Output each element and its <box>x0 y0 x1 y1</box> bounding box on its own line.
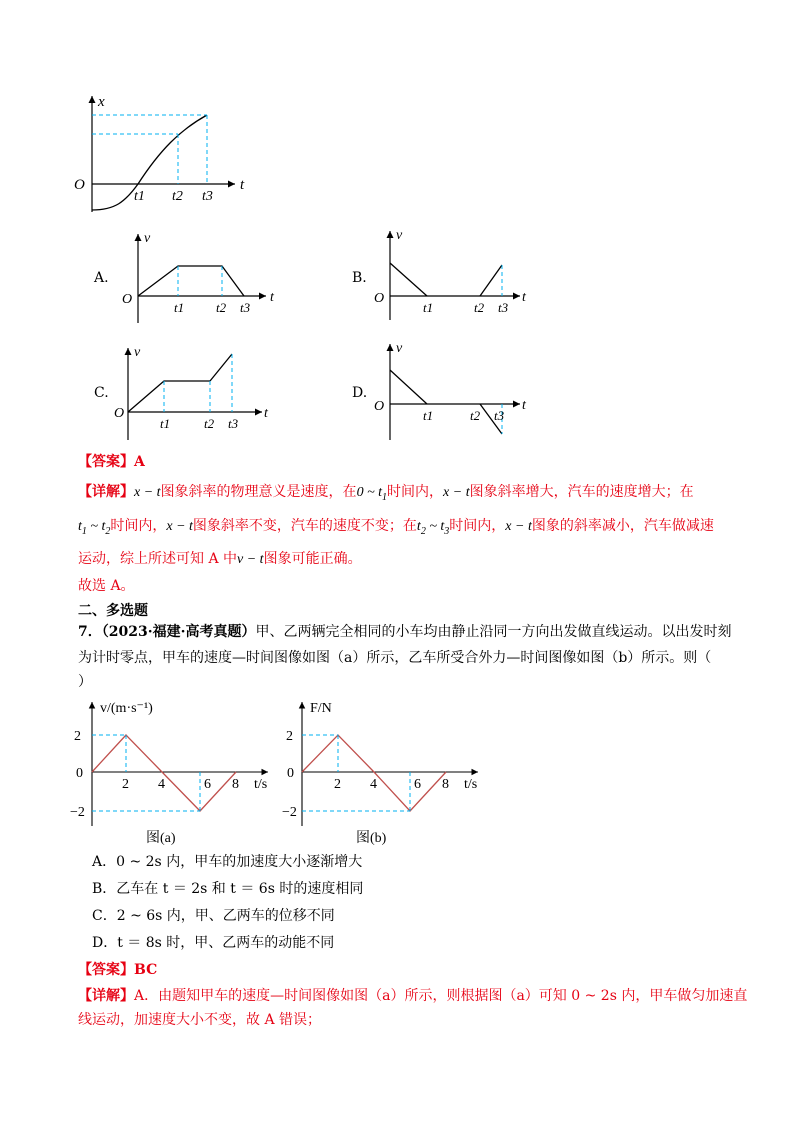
svg-text:t3: t3 <box>202 189 213 204</box>
svg-text:O: O <box>374 399 385 414</box>
q7-answer: 【答案】BC <box>78 962 158 978</box>
svg-text:0: 0 <box>76 766 83 781</box>
svg-text:v: v <box>144 231 151 246</box>
svg-text:O: O <box>122 292 133 307</box>
svg-text:F/N: F/N <box>310 701 332 716</box>
svg-text:t2: t2 <box>470 408 481 423</box>
option-c-graph <box>114 342 274 440</box>
svg-text:2: 2 <box>74 729 81 744</box>
q7-option-d[interactable]: D．t ＝ 8s 时，甲、乙两车的动能不同 <box>92 935 335 951</box>
q7-detail-line-1: 【详解】A．由题知甲车的速度—时间图像如图（a）所示，则根据图（a）可知 0 ~ 2s 内，甲车做匀加速直 <box>78 988 748 1004</box>
option-a-graph <box>118 228 278 323</box>
svg-text:t/s: t/s <box>464 777 478 792</box>
figure-a-graph <box>68 696 283 854</box>
svg-text:v/(m·s⁻¹): v/(m·s⁻¹) <box>100 701 153 716</box>
svg-text:t: t <box>270 290 274 305</box>
svg-text:t1: t1 <box>423 300 434 315</box>
svg-text:2: 2 <box>286 729 293 744</box>
q7-option-a[interactable]: A．0 ~ 2s 内，甲车的加速度大小逐渐增大 <box>92 854 363 870</box>
svg-text:t: t <box>240 177 245 193</box>
svg-text:6: 6 <box>204 777 211 792</box>
svg-text:图(a): 图(a) <box>146 831 176 846</box>
svg-text:v: v <box>396 228 403 243</box>
svg-text:O: O <box>374 291 385 306</box>
option-c-label: C. <box>94 385 109 401</box>
q6-conclusion: 故选 A。 <box>78 578 135 594</box>
svg-text:t3: t3 <box>228 416 239 431</box>
svg-text:t2: t2 <box>204 416 215 431</box>
q6-answer: 【答案】A <box>78 454 145 470</box>
svg-text:t: t <box>522 290 526 305</box>
x-axis-label: x <box>98 94 105 110</box>
svg-text:t1: t1 <box>160 416 171 431</box>
q6-detail-line-3: 运动，综上所述可知 A 中v − t图象可能正确。 <box>78 551 362 567</box>
svg-text:2: 2 <box>122 777 129 792</box>
svg-text:t1: t1 <box>134 189 145 204</box>
svg-text:t: t <box>522 398 526 413</box>
svg-text:v: v <box>396 341 403 356</box>
svg-text:8: 8 <box>442 777 449 792</box>
svg-text:t2: t2 <box>216 300 227 315</box>
q7-stem-2: 为计时零点，甲车的速度—时间图像如图（a）所示，乙车所受合外力—时间图像如图（b）所示。则（ <box>78 650 712 666</box>
option-b-label: B. <box>352 270 367 286</box>
q7-option-b[interactable]: B．乙车在 t ＝ 2s 和 t ＝ 6s 时的速度相同 <box>92 881 364 897</box>
svg-text:t3: t3 <box>240 300 251 315</box>
svg-text:t/s: t/s <box>254 777 268 792</box>
svg-text:t2: t2 <box>172 189 183 204</box>
x-t-graph <box>70 92 250 212</box>
svg-text:t1: t1 <box>423 408 434 423</box>
q7-option-c[interactable]: C．2 ~ 6s 内，甲、乙两车的位移不同 <box>92 908 335 924</box>
svg-text:t3: t3 <box>498 300 509 315</box>
svg-text:2: 2 <box>334 777 341 792</box>
svg-text:−2: −2 <box>70 805 85 820</box>
svg-text:t: t <box>264 406 268 421</box>
svg-text:O: O <box>114 406 125 421</box>
figure-b-graph <box>282 696 497 854</box>
option-d-label: D. <box>352 385 368 401</box>
svg-text:t1: t1 <box>174 300 185 315</box>
svg-text:4: 4 <box>158 777 165 792</box>
svg-text:t3: t3 <box>494 408 505 423</box>
option-d-graph <box>372 338 532 440</box>
svg-text:t2: t2 <box>474 300 485 315</box>
svg-text:4: 4 <box>370 777 377 792</box>
q7-stem-3: ） <box>78 674 92 690</box>
q7-detail-line-2: 线运动，加速度大小不变，故 A 错误； <box>78 1012 322 1028</box>
svg-text:−2: −2 <box>282 805 297 820</box>
svg-text:O: O <box>74 177 85 193</box>
svg-text:0: 0 <box>287 766 294 781</box>
svg-text:6: 6 <box>414 777 421 792</box>
q6-detail-line-2: $t_1$ ~ $t_2$时间内，x − t图象斜率不变，汽车的速度不变；在$t_2$ ~ $t_3$时间内，x − t图象的斜率减小，汽车做减速 <box>78 518 714 537</box>
svg-text:v: v <box>134 345 141 360</box>
q6-detail-line-1: 【详解】x − t图象斜率的物理意义是速度，在0 ~ $t_1$时间内，x − t图象斜率增大，汽车的速度增大；在 <box>78 484 694 503</box>
svg-text:8: 8 <box>232 777 239 792</box>
option-b-graph <box>372 225 532 320</box>
option-a-label: A. <box>94 270 109 286</box>
section-title: 二、多选题 <box>78 603 148 619</box>
q7-stem-1: 7．（2023·福建·高考真题）甲、乙两辆完全相同的小车均由静止沿同一方向出发做直线运动。以出发时刻 <box>78 624 732 640</box>
svg-text:图(b): 图(b) <box>356 831 387 846</box>
